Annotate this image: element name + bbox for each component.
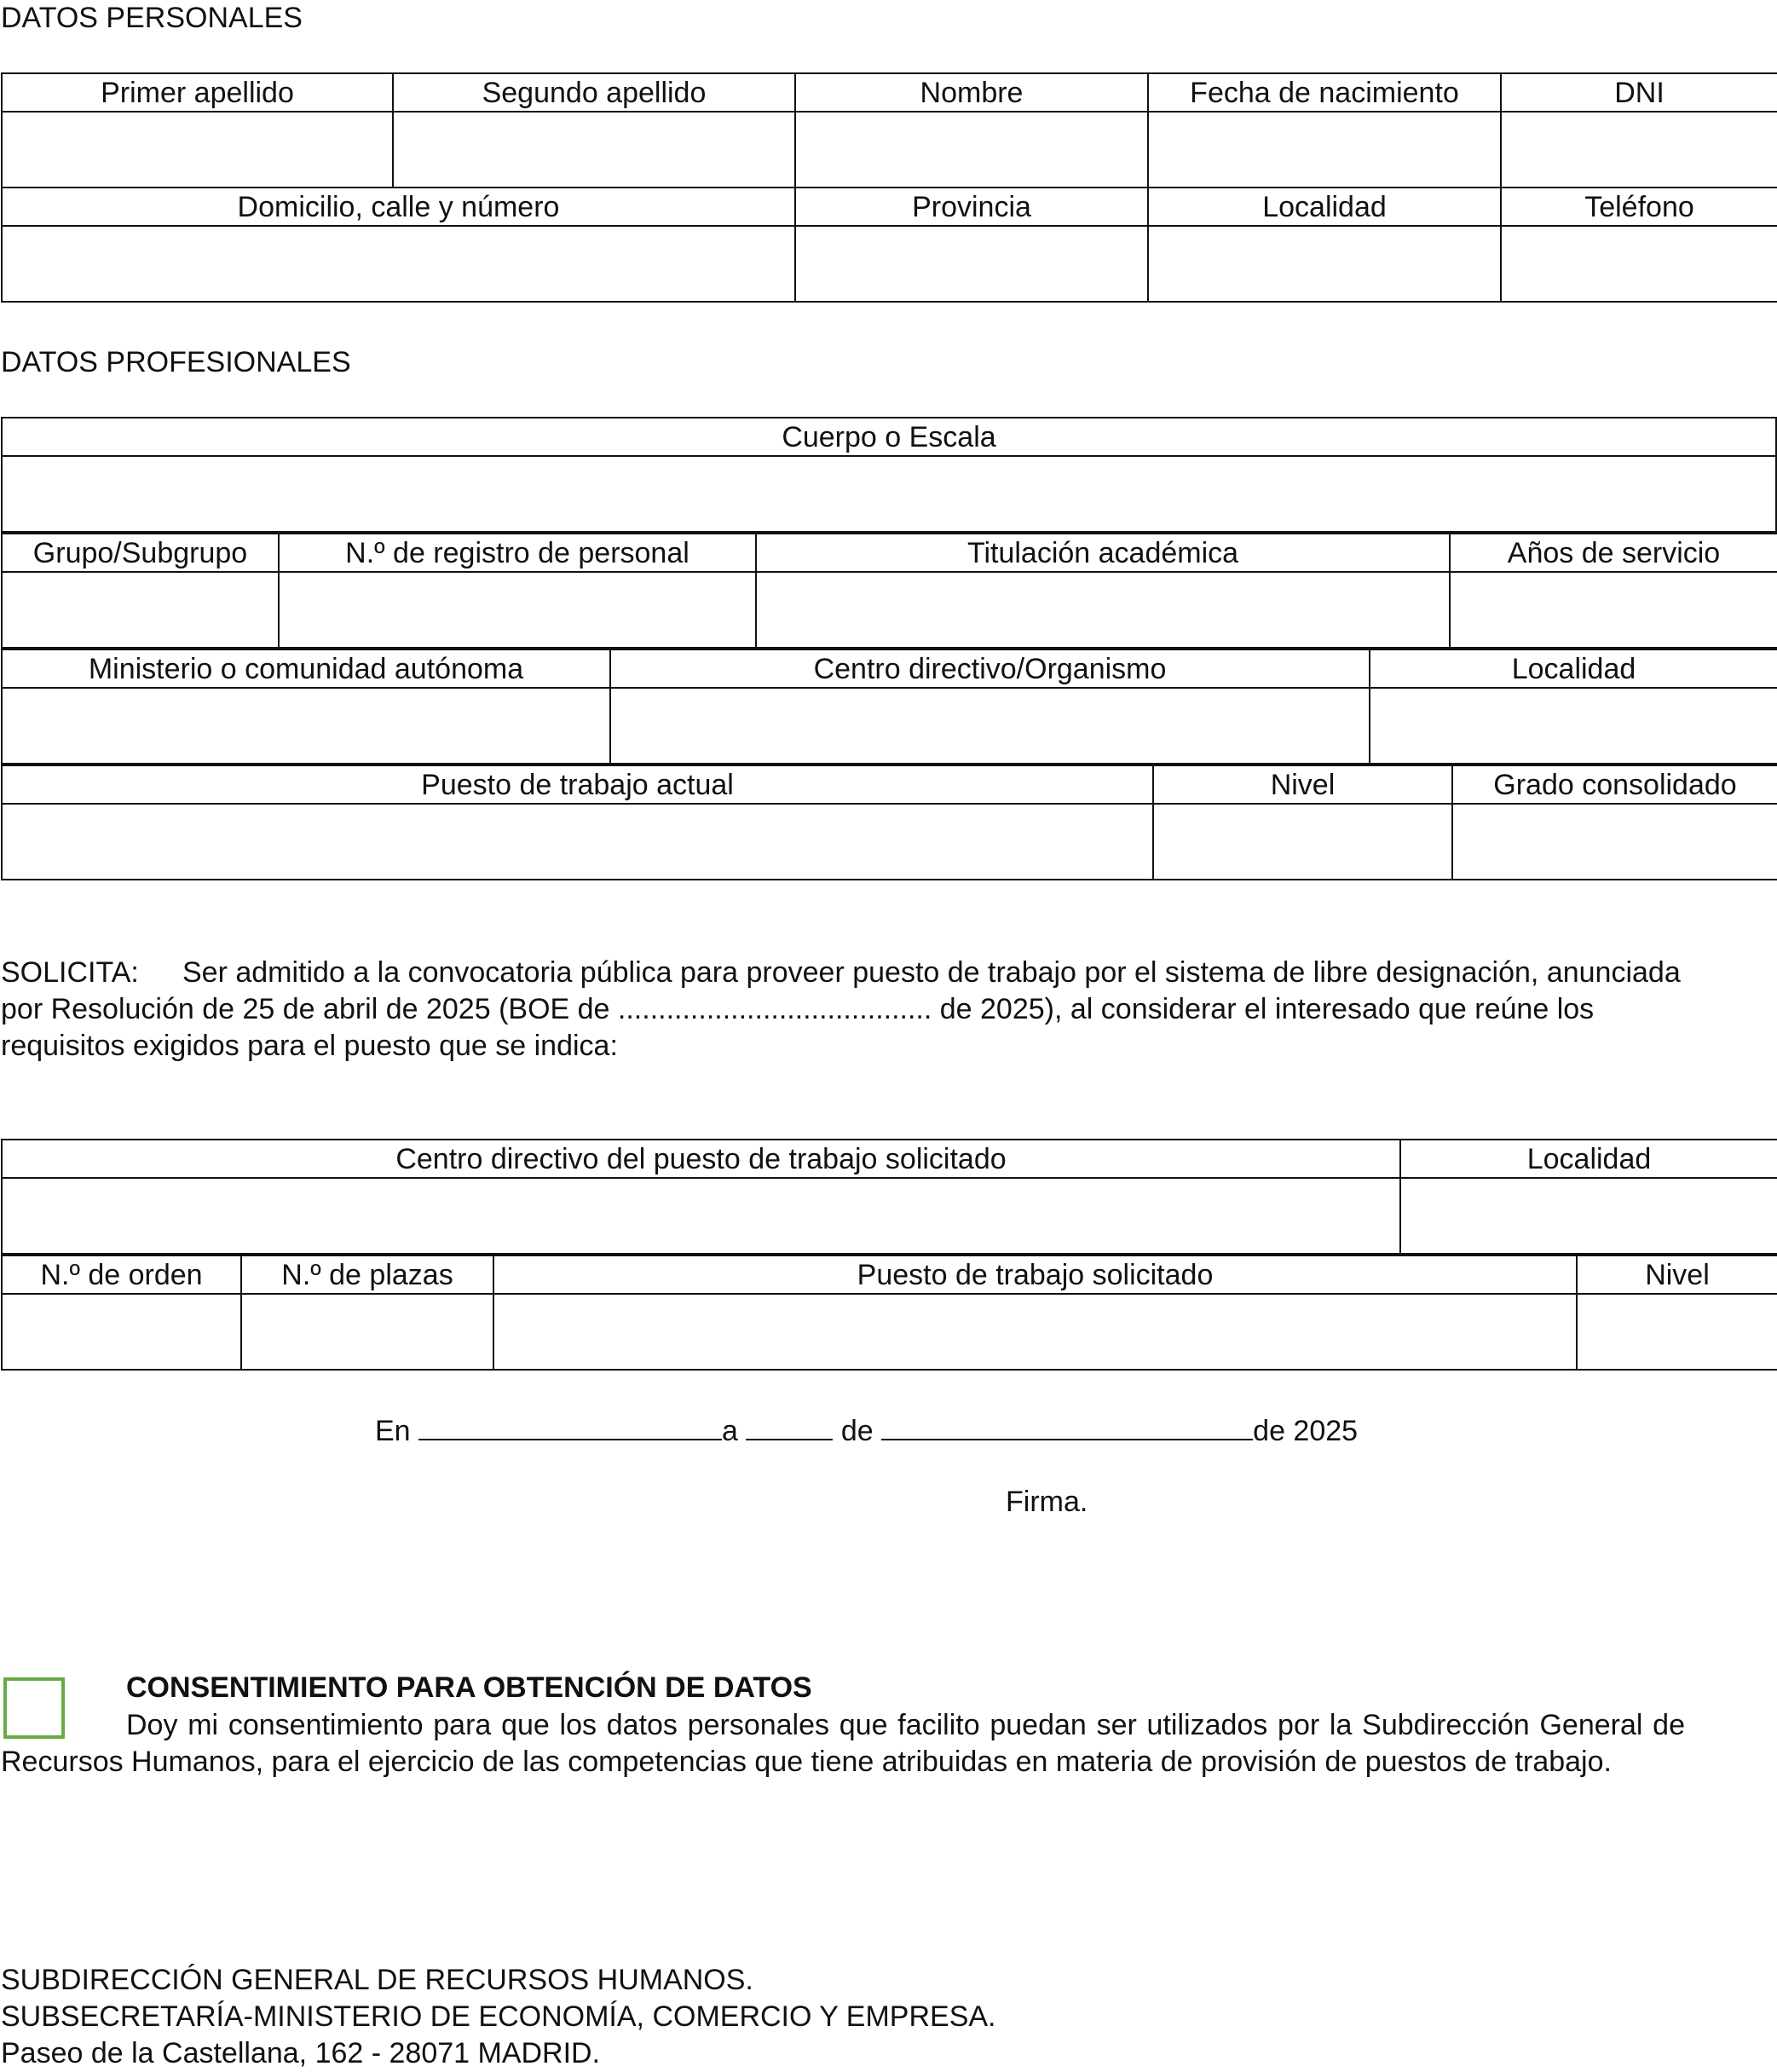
header-telefono: Teléfono bbox=[1501, 188, 1777, 226]
requested-centro-table bbox=[1, 1139, 1777, 1255]
header-numero-plazas: N.º de plazas bbox=[241, 1255, 493, 1294]
header-dni: DNI bbox=[1501, 73, 1777, 112]
field-fecha-nacimiento[interactable] bbox=[1148, 112, 1501, 188]
header-nombre: Nombre bbox=[795, 73, 1148, 112]
sign-de-label: de bbox=[840, 1415, 874, 1447]
signature-line bbox=[375, 1411, 1358, 1448]
sign-day-blank[interactable] bbox=[746, 1411, 833, 1440]
grupo-table bbox=[1, 533, 1777, 649]
requested-puesto-table bbox=[1, 1255, 1777, 1371]
footer-line-2: SUBSECRETARÍA-MINISTERIO DE ECONOMÍA, COMERCIO Y EMPRESA. bbox=[1, 2000, 996, 2033]
field-titulacion[interactable] bbox=[756, 572, 1450, 648]
header-cuerpo-escala: Cuerpo o Escala bbox=[2, 418, 1776, 456]
field-nivel-actual[interactable] bbox=[1153, 804, 1452, 880]
sign-a-label: a bbox=[722, 1415, 738, 1447]
sign-place-blank[interactable] bbox=[418, 1411, 722, 1440]
header-anos-servicio: Años de servicio bbox=[1450, 534, 1777, 572]
header-grado-consolidado: Grado consolidado bbox=[1452, 765, 1777, 804]
field-dni[interactable] bbox=[1501, 112, 1777, 188]
header-localidad-prof: Localidad bbox=[1370, 649, 1777, 688]
header-registro-personal: N.º de registro de personal bbox=[279, 534, 756, 572]
field-nombre[interactable] bbox=[795, 112, 1148, 188]
header-centro-directivo: Centro directivo/Organismo bbox=[610, 649, 1370, 688]
solicita-paragraph bbox=[1, 955, 1697, 1065]
field-localidad-prof[interactable] bbox=[1370, 688, 1777, 764]
header-puesto-solicitado: Puesto de trabajo solicitado bbox=[493, 1255, 1577, 1294]
header-nivel-solicitado: Nivel bbox=[1577, 1255, 1777, 1294]
header-segundo-apellido: Segundo apellido bbox=[393, 73, 795, 112]
header-grupo-subgrupo: Grupo/Subgrupo bbox=[2, 534, 279, 572]
professional-data-title: DATOS PROFESIONALES bbox=[1, 346, 351, 378]
solicita-label: SOLICITA: bbox=[1, 956, 139, 989]
sign-year-label: de 2025 bbox=[1253, 1415, 1359, 1447]
field-centro-solicitado[interactable] bbox=[2, 1178, 1400, 1254]
field-puesto-solicitado[interactable] bbox=[493, 1294, 1577, 1370]
field-registro-personal[interactable] bbox=[279, 572, 756, 648]
field-puesto-actual[interactable] bbox=[2, 804, 1153, 880]
field-telefono[interactable] bbox=[1501, 226, 1777, 302]
header-primer-apellido: Primer apellido bbox=[2, 73, 393, 112]
header-provincia: Provincia bbox=[795, 188, 1148, 226]
footer-line-3: Paseo de la Castellana, 162 - 28071 MADRID. bbox=[1, 2037, 601, 2069]
field-provincia[interactable] bbox=[795, 226, 1148, 302]
personal-data-title: DATOS PERSONALES bbox=[1, 2, 303, 34]
field-localidad[interactable] bbox=[1148, 226, 1501, 302]
sign-month-blank[interactable] bbox=[881, 1411, 1253, 1440]
field-localidad-solicitada[interactable] bbox=[1400, 1178, 1777, 1254]
solicita-text: Ser admitido a la convocatoria pública para proveer puesto de trabajo por el sistema de libre designación, anunciada por Resolución de 25 de abril de 2025 (BOE de ....................................... de 2025), al considerar el interesado que reúne los requisitos exigidos para el puesto que se indica: bbox=[1, 956, 1681, 1062]
sign-en-label: En bbox=[375, 1415, 411, 1447]
consent-title: CONSENTIMIENTO PARA OBTENCIÓN DE DATOS bbox=[126, 1671, 812, 1704]
header-puesto-actual: Puesto de trabajo actual bbox=[2, 765, 1153, 804]
header-numero-orden: N.º de orden bbox=[2, 1255, 241, 1294]
field-numero-orden[interactable] bbox=[2, 1294, 241, 1370]
header-domicilio: Domicilio, calle y número bbox=[2, 188, 795, 226]
header-titulacion: Titulación académica bbox=[756, 534, 1450, 572]
ministerio-table bbox=[1, 649, 1777, 765]
cuerpo-table bbox=[1, 417, 1777, 533]
firma-label: Firma. bbox=[1006, 1486, 1088, 1518]
field-grupo-subgrupo[interactable] bbox=[2, 572, 279, 648]
header-nivel-actual: Nivel bbox=[1153, 765, 1452, 804]
field-ministerio[interactable] bbox=[2, 688, 610, 764]
consent-body: Doy mi consentimiento para que los datos personales que facilito puedan ser utilizados por la Subdirección General de Recursos Humanos, para el ejercicio de las competencias que tiene atribuidas en materia de provisión de puestos de trabajo. bbox=[1, 1709, 1685, 1778]
footer-line-1: SUBDIRECCIÓN GENERAL DE RECURSOS HUMANOS. bbox=[1, 1964, 753, 1996]
field-domicilio[interactable] bbox=[2, 226, 795, 302]
header-centro-solicitado: Centro directivo del puesto de trabajo solicitado bbox=[2, 1140, 1400, 1178]
header-fecha-nacimiento: Fecha de nacimiento bbox=[1148, 73, 1501, 112]
field-numero-plazas[interactable] bbox=[241, 1294, 493, 1370]
field-centro-directivo[interactable] bbox=[610, 688, 1370, 764]
field-grado-consolidado[interactable] bbox=[1452, 804, 1777, 880]
puesto-actual-table bbox=[1, 765, 1777, 880]
field-primer-apellido[interactable] bbox=[2, 112, 393, 188]
footer-address bbox=[1, 1962, 996, 2072]
header-ministerio: Ministerio o comunidad autónoma bbox=[2, 649, 610, 688]
field-cuerpo-escala[interactable] bbox=[2, 456, 1776, 532]
personal-data-table bbox=[1, 72, 1777, 303]
field-nivel-solicitado[interactable] bbox=[1577, 1294, 1777, 1370]
field-segundo-apellido[interactable] bbox=[393, 112, 795, 188]
header-localidad: Localidad bbox=[1148, 188, 1501, 226]
header-localidad-solicitada: Localidad bbox=[1400, 1140, 1777, 1178]
field-anos-servicio[interactable] bbox=[1450, 572, 1777, 648]
